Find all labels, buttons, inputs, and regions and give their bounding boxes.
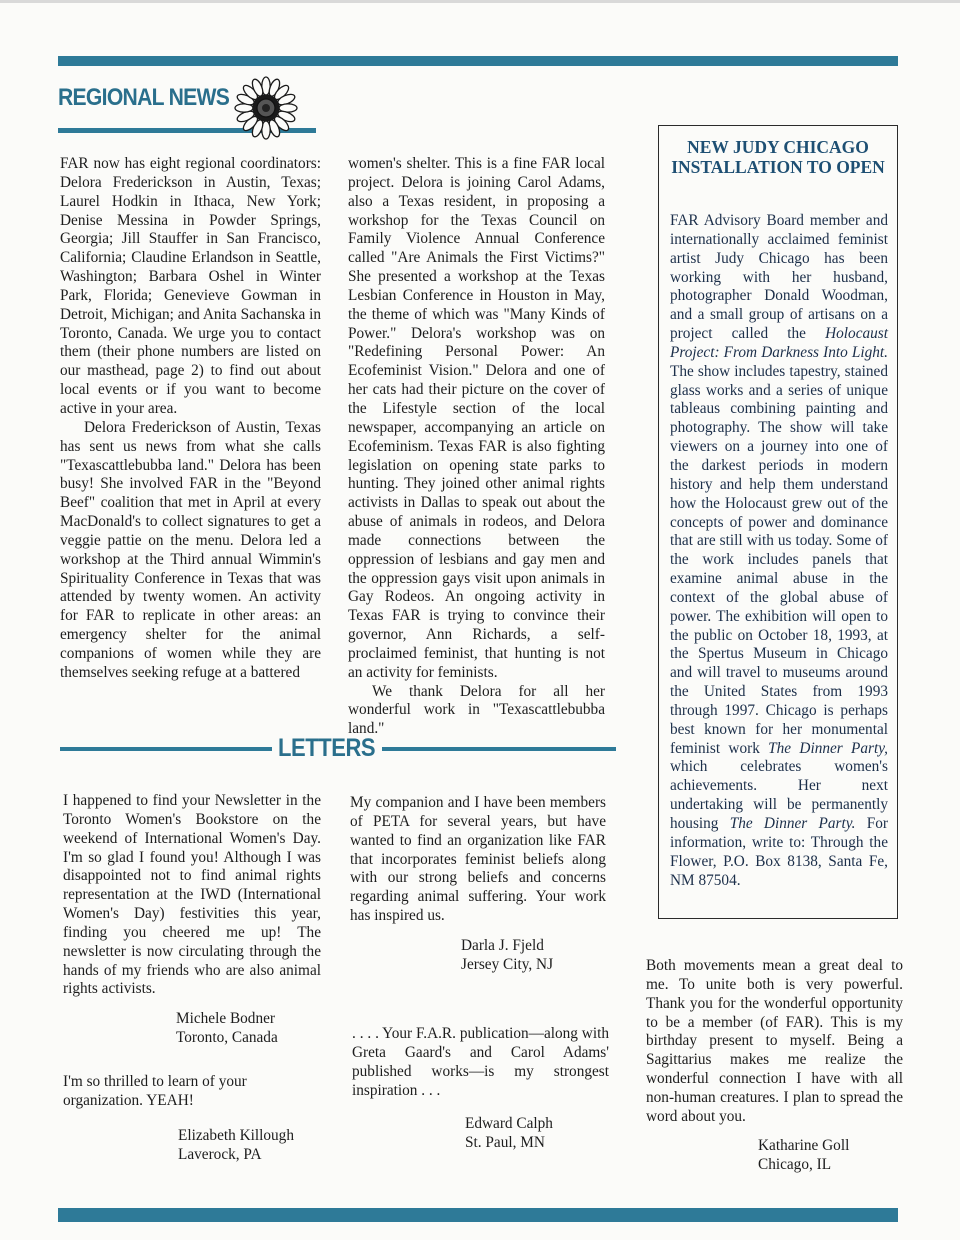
letters-heading: LETTERS [278,734,376,762]
letter-signature [758,1137,898,1175]
letter-darla [350,794,606,926]
signature-place: Toronto, Canada [176,1028,278,1046]
sidebar-text: which celebrates women's achievements. Her next undertaking will be permanently housing [670,758,888,832]
signature-name: Darla J. Fjeld [461,937,544,954]
letter-signature [461,937,601,975]
letter-text: My companion and I have been members of PETA for several years, but have wanted to find an organization like FAR that incorporates feminist beliefs along with our strong beliefs and concerns regarding animal suffering. Your work has inspired us. [350,794,606,925]
signature-place: Jersey City, NJ [461,955,554,973]
signature-place: Chicago, IL [758,1155,832,1173]
top-band [58,56,898,66]
letters-rule-left [60,747,272,751]
signature-name: Elizabeth Killough [178,1127,294,1144]
sidebar-text: FAR Advisory Board member and internationally acclaimed feminist artist Judy Chicago has been working with her husband, photographer Donald Woodman, and a small group of artisans on a project called the [670,212,888,343]
bottom-band [58,1208,898,1222]
signature-name: Katharine Goll [758,1137,850,1154]
regional-column-1 [60,155,321,683]
regional-column-2 [348,155,605,739]
letter-signature [465,1115,605,1153]
letter-text: Both movements mean a great deal to me. To unite both is very powerful. Thank you for the wonderful opportunity to be a member (of FAR). This is my birthday present to myself. Being a Sagittarius makes me realize the wonderful connection I have with all non-human creatures. I plan to spread the word about you. [646,957,903,1125]
regional-paragraph: Delora Frederickson of Austin, Texas has sent us news from what she calls "Texascattlebubba land." Delora has been busy! She involved FAR in the "Beyond Beef" coalition that met in April at every MacDonald's to collect signatures to get a veggie pattie on the menu. Delora led a workshop at the Third annual Wimmin's Spirituality Conference in Texas that was attended by twenty women. An activity for FAR to replicate in other areas: an emergency shelter for the animal companions of women while they are themselves seeking refuge at a battered [60,418,321,681]
artwork-title: The Dinner Party. [729,815,856,832]
regional-paragraph: FAR now has eight regional coordinators: Delora Frederickson in Austin, Texas; Laurel Hodkin in Ithaca, New York; Denise Messina in Powder Springs, Georgia; Jill Stauffer in San Francisco, California; Claudine Erlandson in Seattle, Washington; Barbara Oshel in Winter Park, Florida; Genevieve Gowman in Detroit, Michigan; and Anita Sachanska in Toronto, Canada. We urge you to contact them (their phone numbers are listed on our masthead, page 2) to find out about local events or if you want to become active in your area. [60,155,321,417]
sunflower-icon [232,76,300,140]
letter-edward [352,1025,609,1100]
regional-paragraph: We thank Delora for all her wonderful work in "Texascattlebubba land." [348,682,605,738]
letter-signature [176,1010,326,1048]
sidebar-body [670,212,888,890]
letter-signature [178,1127,328,1165]
letter-text: . . . . Your F.A.R. publication—along with Greta Gaard's and Carol Adams' published works—is my strongest inspiration . . . [352,1025,609,1099]
signature-name: Edward Calph [465,1115,553,1132]
artwork-title: The Dinner Party, [768,739,888,757]
sidebar-paragraph [670,212,888,890]
project-title: Holocaust Project: From Darkness Into Light. [670,325,888,361]
signature-place: St. Paul, MN [465,1133,545,1151]
letter-text: I happened to find your Newsletter in the Toronto Women's Bookstore on the weekend of International Women's Day. I'm so glad I found you! Although I was disappointed not to find animal rights representation at the IWD (International Women's Day) festivities this year, finding you cheered me up! The newsletter is now circulating through the hands of my friends who are also animal rights activists. [63,792,321,998]
sidebar-heading: NEW JUDY CHICAGO INSTALLATION TO OPEN [671,137,885,177]
regional-news-heading: REGIONAL NEWS [58,84,230,111]
signature-place: Laverock, PA [178,1145,262,1163]
letter-text: I'm so thrilled to learn of your organization. YEAH! [63,1073,247,1109]
letter-elizabeth [63,1073,321,1111]
sidebar-text: For information, write to: Through the Flower, P.O. Box 8138, Santa Fe, NM 87504. [670,815,888,889]
signature-name: Michele Bodner [176,1010,275,1027]
letters-rule-right [382,747,616,751]
letter-michele [63,792,321,999]
letter-katharine [646,957,903,1127]
sidebar-text: The show includes tapestry, stained glass works and a series of unique tableaus combining painting and photography. The show will take viewers on a journey into one of the darkest periods in modern history and help them understand how the Holocaust grew out of the concepts of power and dominance that are still with us today. Some of the work includes panels that examine animal abuse in the context of the global abuse of power. The exhibition will open to the public on October 18, 1993, at the Spertus Museum in Chicago and will travel to museums around the United States from 1993 through 1997. Chicago is perhaps best known for her monumental feminist work [670,362,888,757]
regional-paragraph: women's shelter. This is a fine FAR local project. Delora is joining Carol Adams, also a Texas resident, in proposing a workshop for the Texas Council on Family Violence Annual Conference called "Are Animals the First Victims?" She presented a workshop at the Texas Lesbian Conference in Houston in May, the theme of which was "Many Kinds of Power." Delora's workshop was on "Redefining Personal Power: An Ecofeminist Vision." Delora and one of her cats had their picture on the cover of the Lifestyle section of the local newspaper, accompanying an article on Ecofeminism. Texas FAR is also fighting legislation on opening state parks to hunting. They joined other animal rights activists in Dallas to speak out about the abuse of animals in rodeos, and Delora made connections between the oppression of lesbians and gay men and the oppression gays visit upon animals in Gay Rodeos. An ongoing activity in Texas FAR is trying to convince their governor, Ann Richards, a self-proclaimed feminist, that hunting is not an activity for feminists. [348,155,605,681]
scan-edge [0,0,960,3]
